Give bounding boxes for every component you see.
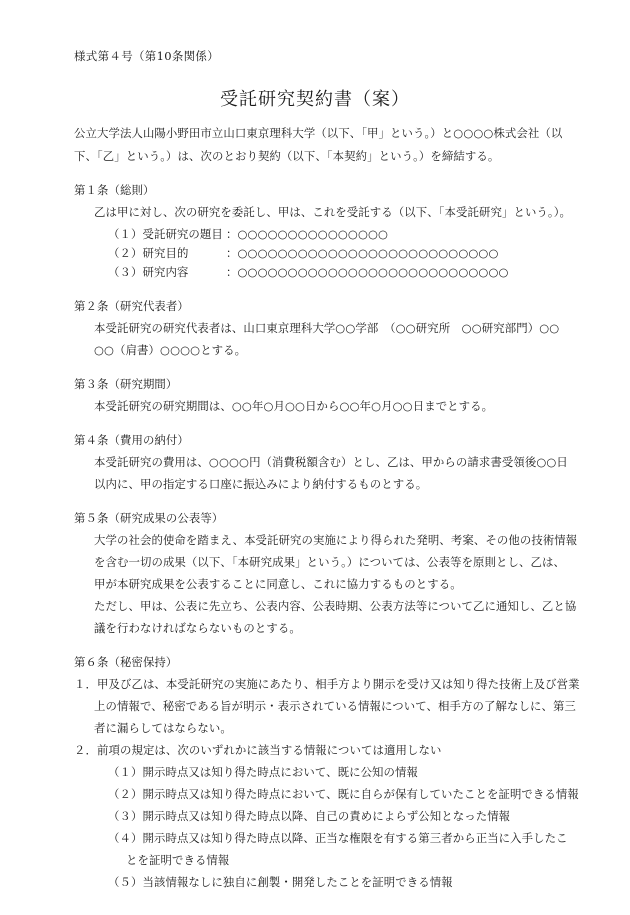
article2-heading: 第２条（研究代表者） xyxy=(74,299,189,313)
article5-line-4: ただし、甲は、公表に先立ち、公表内容、公表時期、公表方法等について乙に通知し、乙と協 xyxy=(94,599,577,613)
item-label: （１）受託研究の題目 xyxy=(108,227,223,241)
article5-line-5: 議を行わなければならないものとする。 xyxy=(94,621,301,635)
article5-heading: 第５条（研究成果の公表等） xyxy=(74,511,224,525)
article1-body: 乙は甲に対し、次の研究を委託し、甲は、これを受託する（以下、「本受託研究」という。）。 xyxy=(94,205,571,219)
article6-para2: ２．前項の規定は、次のいずれかに該当する情報については適用しない xyxy=(74,743,442,757)
article6-item-2: （２）開示時点又は知り得た時点において、既に自らが保有していたことを証明できる情報 xyxy=(108,787,579,801)
article1-heading: 第１条（総則） xyxy=(74,183,155,197)
article3-heading: 第３条（研究期間） xyxy=(74,377,178,391)
article5-line-1: 大学の社会的使命を踏まえ、本受託研究の実施により得られた発明、考案、その他の技術情報 xyxy=(94,533,578,547)
article6-item-5: （５）当該情報なしに独自に創製・開発したことを証明できる情報 xyxy=(108,875,453,889)
article4-line-2: 以内に、甲の指定する口座に振込みにより納付するものとする。 xyxy=(94,477,428,491)
article2-line-1: 本受託研究の研究代表者は、山口東京理科大学○○学部 （○○研究所 ○○研究部門）○○ xyxy=(94,321,560,335)
article6-para1-line-1: １．甲及び乙は、本受託研究の実施にあたり、相手方より開示を受け又は知り得た技術上及び営業 xyxy=(74,677,580,691)
article6-para1-line-2: 上の情報で、秘密である旨が明示・表示されている情報について、相手方の了解なしに、第三 xyxy=(94,699,576,713)
article6-item-1: （１）開示時点又は知り得た時点において、既に公知の情報 xyxy=(108,765,419,779)
article5-line-3: 甲が本研究成果を公表することに同意し、これに協力するものとする。 xyxy=(94,577,462,591)
document-title: 受託研究契約書（案） xyxy=(220,89,410,110)
item-value: ：○○○○○○○○○○○○○○○ xyxy=(226,227,389,241)
article3-line-1: 本受託研究の研究期間は、○○年○月○○日から○○年○月○○日までとする。 xyxy=(94,399,494,413)
preamble-line-1: 公立大学法人山陽小野田市立山口東京理科大学（以下、「甲」という。）と○○○○株式会社（以 xyxy=(74,126,563,140)
article1-item-3 xyxy=(108,265,509,279)
form-number: 様式第４号（第10条関係） xyxy=(74,49,220,63)
article6-item-3: （３）開示時点又は知り得た時点以降、自己の責めによらず公知となった情報 xyxy=(108,809,511,823)
item-label: （２）研究目的 xyxy=(108,246,189,260)
article6-para1-line-3: 者に漏らしてはならない。 xyxy=(94,721,232,735)
article4-line-1: 本受託研究の費用は、○○○○円（消費税額含む）とし、乙は、甲からの請求書受領後○○日 xyxy=(94,455,568,469)
item-value: ：○○○○○○○○○○○○○○○○○○○○○○○○○○ xyxy=(226,246,499,260)
preamble-line-2: 下、「乙」という。）は、次のとおり契約（以下、「本契約」という。）を締結する。 xyxy=(74,149,500,163)
article6-heading: 第６条（秘密保持） xyxy=(74,655,178,669)
article1-item-1 xyxy=(108,227,388,241)
article5-line-2: を含む一切の成果（以下、「本研究成果」という。）については、公表等を原則とし、乙は、 xyxy=(94,555,565,569)
article6-item-4: （４）開示時点又は知り得た時点以降、正当な権限を有する第三者から正当に入手したこ xyxy=(108,831,568,845)
item-value: ：○○○○○○○○○○○○○○○○○○○○○○○○○○○ xyxy=(226,265,509,279)
article4-heading: 第４条（費用の納付） xyxy=(74,433,189,447)
article2-line-2: ○○（肩書）○○○○とする。 xyxy=(94,343,247,357)
item-label: （３）研究内容 xyxy=(108,265,189,279)
article6-item-4-cont: とを証明できる情報 xyxy=(126,853,230,867)
article1-item-2 xyxy=(108,246,499,260)
